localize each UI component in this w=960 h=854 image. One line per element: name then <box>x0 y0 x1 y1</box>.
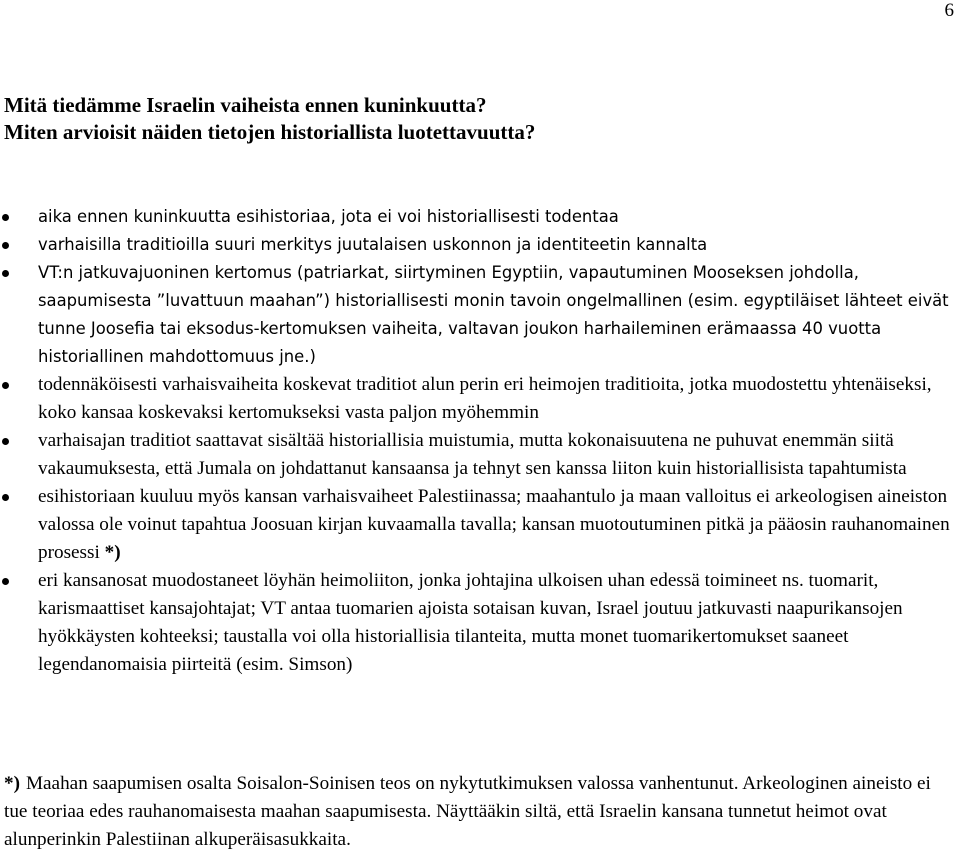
list-item <box>0 203 960 231</box>
heading-question-2: Miten arvioisit näiden tietojen historiallista luotettavuutta? <box>4 120 536 144</box>
footnote <box>4 770 958 854</box>
list-item <box>0 231 960 259</box>
bullet-icon <box>2 382 9 389</box>
footnote-text: Maahan saapumisen osalta Soisalon-Soinisen teos on nykytutkimuksen valossa vanhentunut. Arkeologinen aineisto ei tue teoriaa edes rauhanomaisesta maahan saapumisesta. Näyttääkin siltä, että Israelin kansana tunnetut heimot ovat alunperinkin Palestiinan alkuperäisasukkaita. <box>4 773 931 850</box>
bullet-text: todennäköisesti varhaisvaiheita koskevat traditiot alun perin eri heimojen traditioita, jotka muodostettu yhtenäiseksi, koko kansaa koskevaksi kertomukseksi vasta paljon myöhemmin <box>38 374 932 423</box>
heading-block <box>4 92 535 146</box>
footnote-marker: *) <box>4 773 20 794</box>
list-item <box>0 567 960 679</box>
bullet-list <box>0 203 960 679</box>
bullet-text: aika ennen kuninkuutta esihistoriaa, jota ei voi historiallisesti todentaa <box>38 207 619 226</box>
bullet-text: VT:n jatkuvajuoninen kertomus (patriarkat, siirtyminen Egyptiin, vapautuminen Mooseksen johdolla, saapumisesta ”luvattuun maahan”) historiallisesti monin tavoin ongelmallinen (esim. egyptiläiset lähteet eivät tunne Joosefia tai eksodus-kertomuksen vaiheita, valtavan joukon harhaileminen erämaassa 40 vuotta historiallinen mahdottomuus jne.) <box>38 263 949 366</box>
list-item <box>0 259 960 371</box>
bullet-text: eri kansanosat muodostaneet löyhän heimoliiton, jonka johtajina ulkoisen uhan edessä toimineet ns. tuomarit, karismaattiset kansajohtajat; VT antaa tuomarien ajoista sotaisan kuvan, Israel joutuu jatkuvasti naapurikansojen hyökkäysten kohteeksi; taustalla voi olla historiallisia tilanteita, mutta monet tuomarikertomukset saaneet legendanomaisia piirteitä (esim. Simson) <box>38 570 903 675</box>
footnote-reference: *) <box>104 542 121 563</box>
list-item <box>0 371 960 427</box>
bullet-text: esihistoriaan kuuluu myös kansan varhaisvaiheet Palestiinassa; maahantulo ja maan valloitus ei arkeologisen aineiston valossa ole voinut tapahtua Joosuan kirjan kuvaamalla tavalla; kansan muotoutuminen pitkä ja pääosin rauhanomainen prosessi <box>38 486 950 563</box>
bullet-text: varhaisajan traditiot saattavat sisältää historiallisia muistumia, mutta kokonaisuutena ne puhuvat enemmän siitä vakaumuksesta, että Jumala on johdattanut kansaansa ja tehnyt sen kanssa liiton kuin historiallisista tapahtumista <box>38 430 907 479</box>
bullet-text: varhaisilla traditioilla suuri merkitys juutalaisen uskonnon ja identiteetin kannalta <box>38 235 708 254</box>
bullet-icon <box>2 242 9 249</box>
page-number: 6 <box>944 0 954 21</box>
bullet-icon <box>2 438 9 445</box>
heading-question-1: Mitä tiedämme Israelin vaiheista ennen kuninkuutta? <box>4 93 487 117</box>
bullet-icon <box>2 578 9 585</box>
bullet-icon <box>2 214 9 221</box>
list-item <box>0 483 960 567</box>
bullet-icon <box>2 270 9 277</box>
bullet-icon <box>2 494 9 501</box>
list-item <box>0 427 960 483</box>
